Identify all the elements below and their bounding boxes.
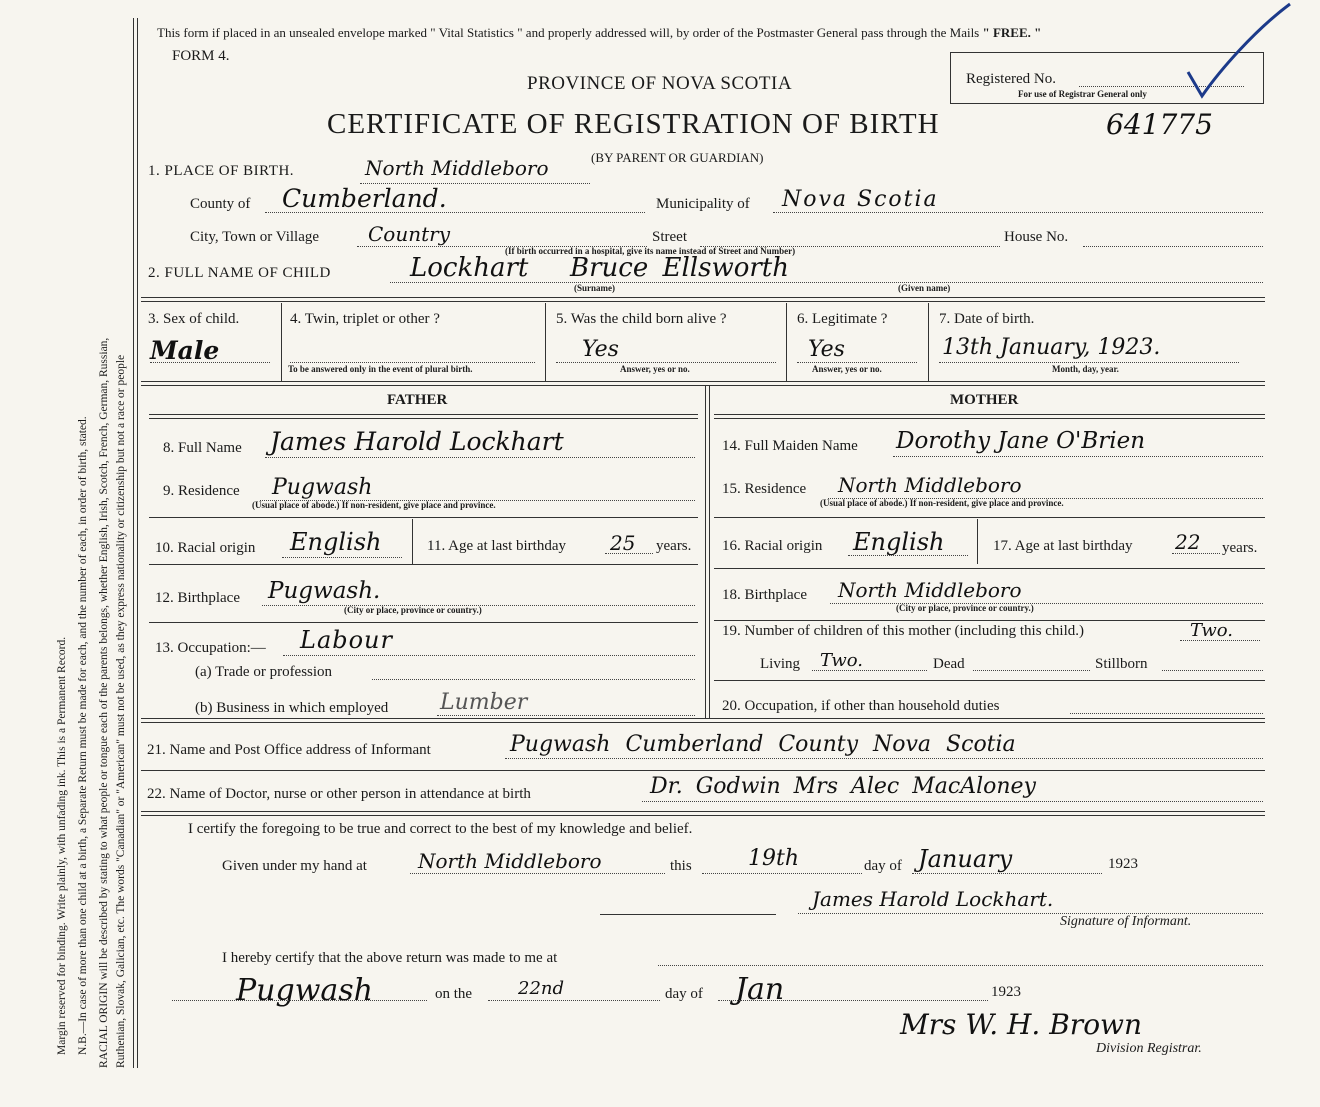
mother-name-label: 14. Full Maiden Name xyxy=(722,438,858,454)
father-birthplace-note: (City or place, province or country.) xyxy=(344,605,482,615)
mother-age-value: 22 xyxy=(1175,530,1201,554)
registrar-day: 22nd xyxy=(518,978,565,999)
certify-day: 19th xyxy=(748,846,800,871)
mother-occupation-label: 20. Occupation, if other than household duties xyxy=(722,698,1000,714)
mother-residence-label: 15. Residence xyxy=(722,481,807,497)
twin-label: 4. Twin, triplet or other ? xyxy=(290,311,440,327)
municipality-value: Nova Scotia xyxy=(782,187,939,212)
alive-value: Yes xyxy=(582,337,619,362)
dob-value: 13th January, 1923. xyxy=(942,335,1161,360)
registrar-place: Pugwash xyxy=(236,973,373,1008)
registrar-dayof-label: day of xyxy=(665,986,703,1002)
mother-residence-note: (Usual place of abode.) If non-resident, give place and province. xyxy=(820,498,1064,508)
county-label: County of xyxy=(190,196,251,212)
certify-month: January xyxy=(918,845,1013,873)
registered-label: Registered No. xyxy=(966,71,1056,87)
margin-rule-inner xyxy=(137,18,138,1068)
dob-label: 7. Date of birth. xyxy=(939,311,1035,327)
mother-age-label: 17. Age at last birthday xyxy=(993,538,1133,554)
father-age-years: years. xyxy=(656,538,692,554)
twin-note: To be answered only in the event of plural birth. xyxy=(288,364,473,374)
father-age-label: 11. Age at last birthday xyxy=(427,538,566,554)
business-value: Lumber xyxy=(440,690,528,715)
informant-signature-caption: Signature of Informant. xyxy=(1060,914,1192,929)
mother-birthplace-note: (City or place, province or country.) xyxy=(896,603,1034,613)
check-mark-icon xyxy=(1180,0,1295,105)
father-birthplace-label: 12. Birthplace xyxy=(155,590,240,606)
legitimate-label: 6. Legitimate ? xyxy=(797,311,888,327)
children-count-label: 19. Number of children of this mother (including this child.) xyxy=(722,623,1085,639)
father-residence-note: (Usual place of abode.) If non-resident, give place and province. xyxy=(252,500,496,510)
province-heading: PROVINCE OF NOVA SCOTIA xyxy=(527,73,793,94)
registrar-on-label: on the xyxy=(435,986,473,1002)
place-of-birth-value: North Middleboro xyxy=(365,156,549,180)
city-value: Country xyxy=(368,222,451,246)
registrar-only-note: For use of Registrar General only xyxy=(1018,89,1147,99)
mother-race-value: English xyxy=(853,528,945,556)
business-label: (b) Business in which employed xyxy=(195,700,389,716)
living-value: Two. xyxy=(820,650,864,671)
surname-caption: (Surname) xyxy=(574,283,615,293)
child-given-name: Bruce Ellsworth xyxy=(570,253,789,283)
registrar-caption: Division Registrar. xyxy=(1096,1041,1202,1056)
stillborn-label: Stillborn xyxy=(1095,656,1148,672)
parent-column-divider xyxy=(705,385,710,718)
given-under-hand-label: Given under my hand at xyxy=(222,858,367,874)
informant-value: Pugwash Cumberland County Nova Scotia xyxy=(510,732,1016,757)
doctor-value: Dr. Godwin Mrs Alec MacAloney xyxy=(650,774,1036,799)
father-occupation-value: Labour xyxy=(300,626,393,654)
certificate-title: CERTIFICATE OF REGISTRATION OF BIRTH xyxy=(327,108,940,140)
certify-year: 1923 xyxy=(1108,856,1138,872)
alive-note: Answer, yes or no. xyxy=(620,364,690,374)
father-name-value: James Harold Lockhart xyxy=(270,427,564,456)
certify-place: North Middleboro xyxy=(418,849,602,873)
mother-residence-value: North Middleboro xyxy=(838,473,1022,497)
certify-dayof-label: day of xyxy=(864,858,902,874)
mother-birthplace-label: 18. Birthplace xyxy=(722,587,807,603)
informant-label: 21. Name and Post Office address of Informant xyxy=(147,742,431,758)
dob-note: Month, day, year. xyxy=(1052,364,1119,374)
mother-race-label: 16. Racial origin xyxy=(722,538,823,554)
house-number-label: House No. xyxy=(1004,229,1069,245)
margin-note-separate-return: N.B.—In case of more than one child at a birth, a Separate Return must be made for each, and the number of each, in order of birth, stated. xyxy=(77,416,89,1055)
county-value: Cumberland. xyxy=(282,184,447,213)
mother-heading: MOTHER xyxy=(950,392,1019,408)
certificate-number: 641775 xyxy=(1106,108,1213,141)
margin-note-racial-origin: RACIAL ORIGIN will be described by stating to what people or tongue each of the parents belongs, whether English, Irish, Scotch, French, German, Russian, xyxy=(98,337,110,1068)
certify-this-label: this xyxy=(670,858,692,874)
street-label: Street xyxy=(652,229,687,245)
registrar-month: Jan xyxy=(735,972,785,1007)
father-age-value: 25 xyxy=(610,531,636,555)
hospital-note: (If birth occurred in a hospital, give its name instead of Street and Number) xyxy=(505,246,796,256)
father-name-label: 8. Full Name xyxy=(163,440,242,456)
child-surname: Lockhart xyxy=(410,253,529,283)
father-residence-value: Pugwash xyxy=(272,475,373,500)
margin-note-nationality: Ruthenian, Slovak, Galician, etc. The words "Canadian" or "American" must not be used, as they express nationality or citizenship but not a race or people xyxy=(115,354,127,1068)
city-label: City, Town or Village xyxy=(190,229,320,245)
father-race-label: 10. Racial origin xyxy=(155,540,256,556)
given-name-caption: (Given name) xyxy=(898,283,951,293)
margin-note-binding: Margin reserved for binding. Write plainly, with unfading ink. This is a Permanent Record. xyxy=(56,636,68,1055)
mother-age-years: years. xyxy=(1222,540,1258,556)
living-label: Living xyxy=(760,656,800,672)
father-occupation-label: 13. Occupation:— xyxy=(155,640,266,656)
margin-rule xyxy=(133,18,134,1068)
form-number: FORM 4. xyxy=(172,48,230,64)
registrar-signature: Mrs W. H. Brown xyxy=(900,1008,1143,1041)
certify-statement: I certify the foregoing to be true and correct to the best of my knowledge and belief. xyxy=(188,821,693,837)
alive-label: 5. Was the child born alive ? xyxy=(556,311,727,327)
legitimate-value: Yes xyxy=(808,337,845,362)
registrar-statement: I hereby certify that the above return was made to me at xyxy=(222,950,558,966)
father-heading: FATHER xyxy=(387,392,448,408)
dead-label: Dead xyxy=(933,656,965,672)
sex-value: Male xyxy=(150,336,220,365)
trade-label: (a) Trade or profession xyxy=(195,664,333,680)
section-divider xyxy=(141,297,1265,302)
by-parent-caption: (BY PARENT OR GUARDIAN) xyxy=(591,150,764,165)
registrar-year: 1923 xyxy=(991,984,1021,1000)
mother-birthplace-value: North Middleboro xyxy=(838,578,1022,602)
mother-name-value: Dorothy Jane O'Brien xyxy=(896,428,1146,454)
municipality-label: Municipality of xyxy=(656,196,750,212)
father-race-value: English xyxy=(290,528,382,556)
informant-signature: James Harold Lockhart. xyxy=(812,887,1054,911)
children-count-value: Two. xyxy=(1190,620,1234,641)
postal-notice: This form if placed in an unsealed envelope marked " Vital Statistics " and properly addressed will, by order of the Postmaster General pass through the Mails " FREE. " xyxy=(157,25,1042,40)
father-birthplace-value: Pugwash. xyxy=(268,578,381,604)
place-of-birth-label: 1. PLACE OF BIRTH. xyxy=(148,163,295,179)
child-name-label: 2. FULL NAME OF CHILD xyxy=(148,265,331,281)
sex-label: 3. Sex of child. xyxy=(148,311,240,327)
legitimate-note: Answer, yes or no. xyxy=(812,364,882,374)
doctor-label: 22. Name of Doctor, nurse or other person in attendance at birth xyxy=(147,786,531,802)
father-residence-label: 9. Residence xyxy=(163,483,240,499)
